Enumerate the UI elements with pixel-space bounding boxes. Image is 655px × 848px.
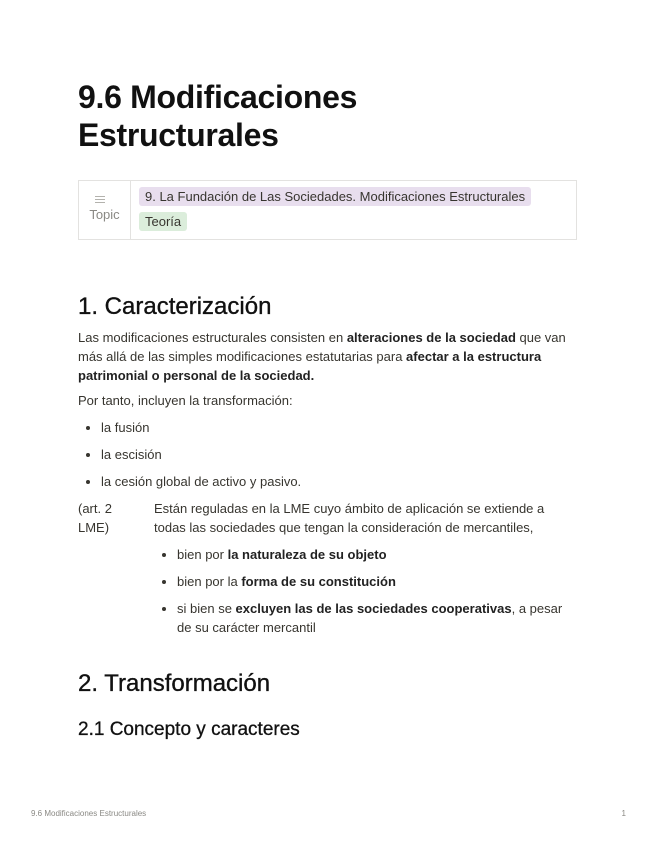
list-item: • la escisión [101, 445, 578, 464]
page-title-line2: Estructurales [78, 117, 279, 153]
type-tag[interactable]: Teoría [139, 212, 187, 231]
list-item-bold: excluyen las de las sociedades cooperativas [235, 601, 512, 616]
modification-list [78, 418, 578, 491]
property-key-topic [79, 181, 131, 239]
property-key-label: Topic [89, 207, 120, 222]
article-reference [78, 499, 154, 645]
page-title [78, 78, 578, 154]
list-item-bold: la naturaleza de su objeto [227, 547, 387, 562]
list-item-text: si bien se [177, 601, 236, 616]
intro-text-2: que van más allá de las simples modificaciones estatutarias para [78, 330, 566, 364]
intro-text-1: Las modificaciones estructurales consisten en [78, 330, 347, 345]
properties-table [78, 180, 577, 240]
aside-content [154, 499, 578, 645]
list-item [177, 545, 578, 564]
section-heading-caracterizacion: 1. Caracterización [78, 293, 272, 320]
footer-page-number: 1 [621, 809, 626, 818]
por-tanto-paragraph: Por tanto, incluyen la transformación: [78, 393, 293, 408]
list-item: • la cesión global de activo y pasivo. [101, 472, 578, 491]
list-item-text: bien por la [177, 574, 242, 589]
list-icon [95, 196, 105, 205]
aside-paragraph: Están reguladas en la LME cuyo ámbito de aplicación se extiende a todas las sociedades que tengan la consideración de mercantiles, [154, 501, 545, 535]
article-reference-line2: LME) [78, 520, 110, 535]
page-content [78, 78, 578, 742]
intro-bold-2: afectar a la estructura patrimonial o personal de la sociedad. [78, 349, 542, 383]
list-item [177, 572, 578, 591]
topic-tag[interactable]: 9. La Fundación de Las Sociedades. Modificaciones Estructurales [139, 187, 531, 206]
section-heading-transformacion: 2. Transformación [78, 670, 271, 697]
intro-paragraph [78, 328, 578, 385]
property-values [131, 181, 539, 239]
list-item: • la fusión [101, 418, 578, 437]
article-reference-line1: (art. 2 [78, 501, 112, 516]
scope-list [154, 545, 578, 637]
list-item-text: bien por [177, 547, 228, 562]
page-title-line1: 9.6 Modificaciones [78, 79, 358, 115]
subsection-heading-concepto: 2.1 Concepto y caracteres [78, 719, 300, 740]
list-item [177, 599, 578, 637]
intro-bold-1: alteraciones de la sociedad [346, 330, 516, 345]
footer-doc-title: 9.6 Modificaciones Estructurales [31, 809, 147, 818]
list-item-bold: forma de su constitución [241, 574, 396, 589]
aside-block [78, 499, 578, 645]
list-item-text-tail: , a pesar de su carácter mercantil [177, 601, 563, 635]
